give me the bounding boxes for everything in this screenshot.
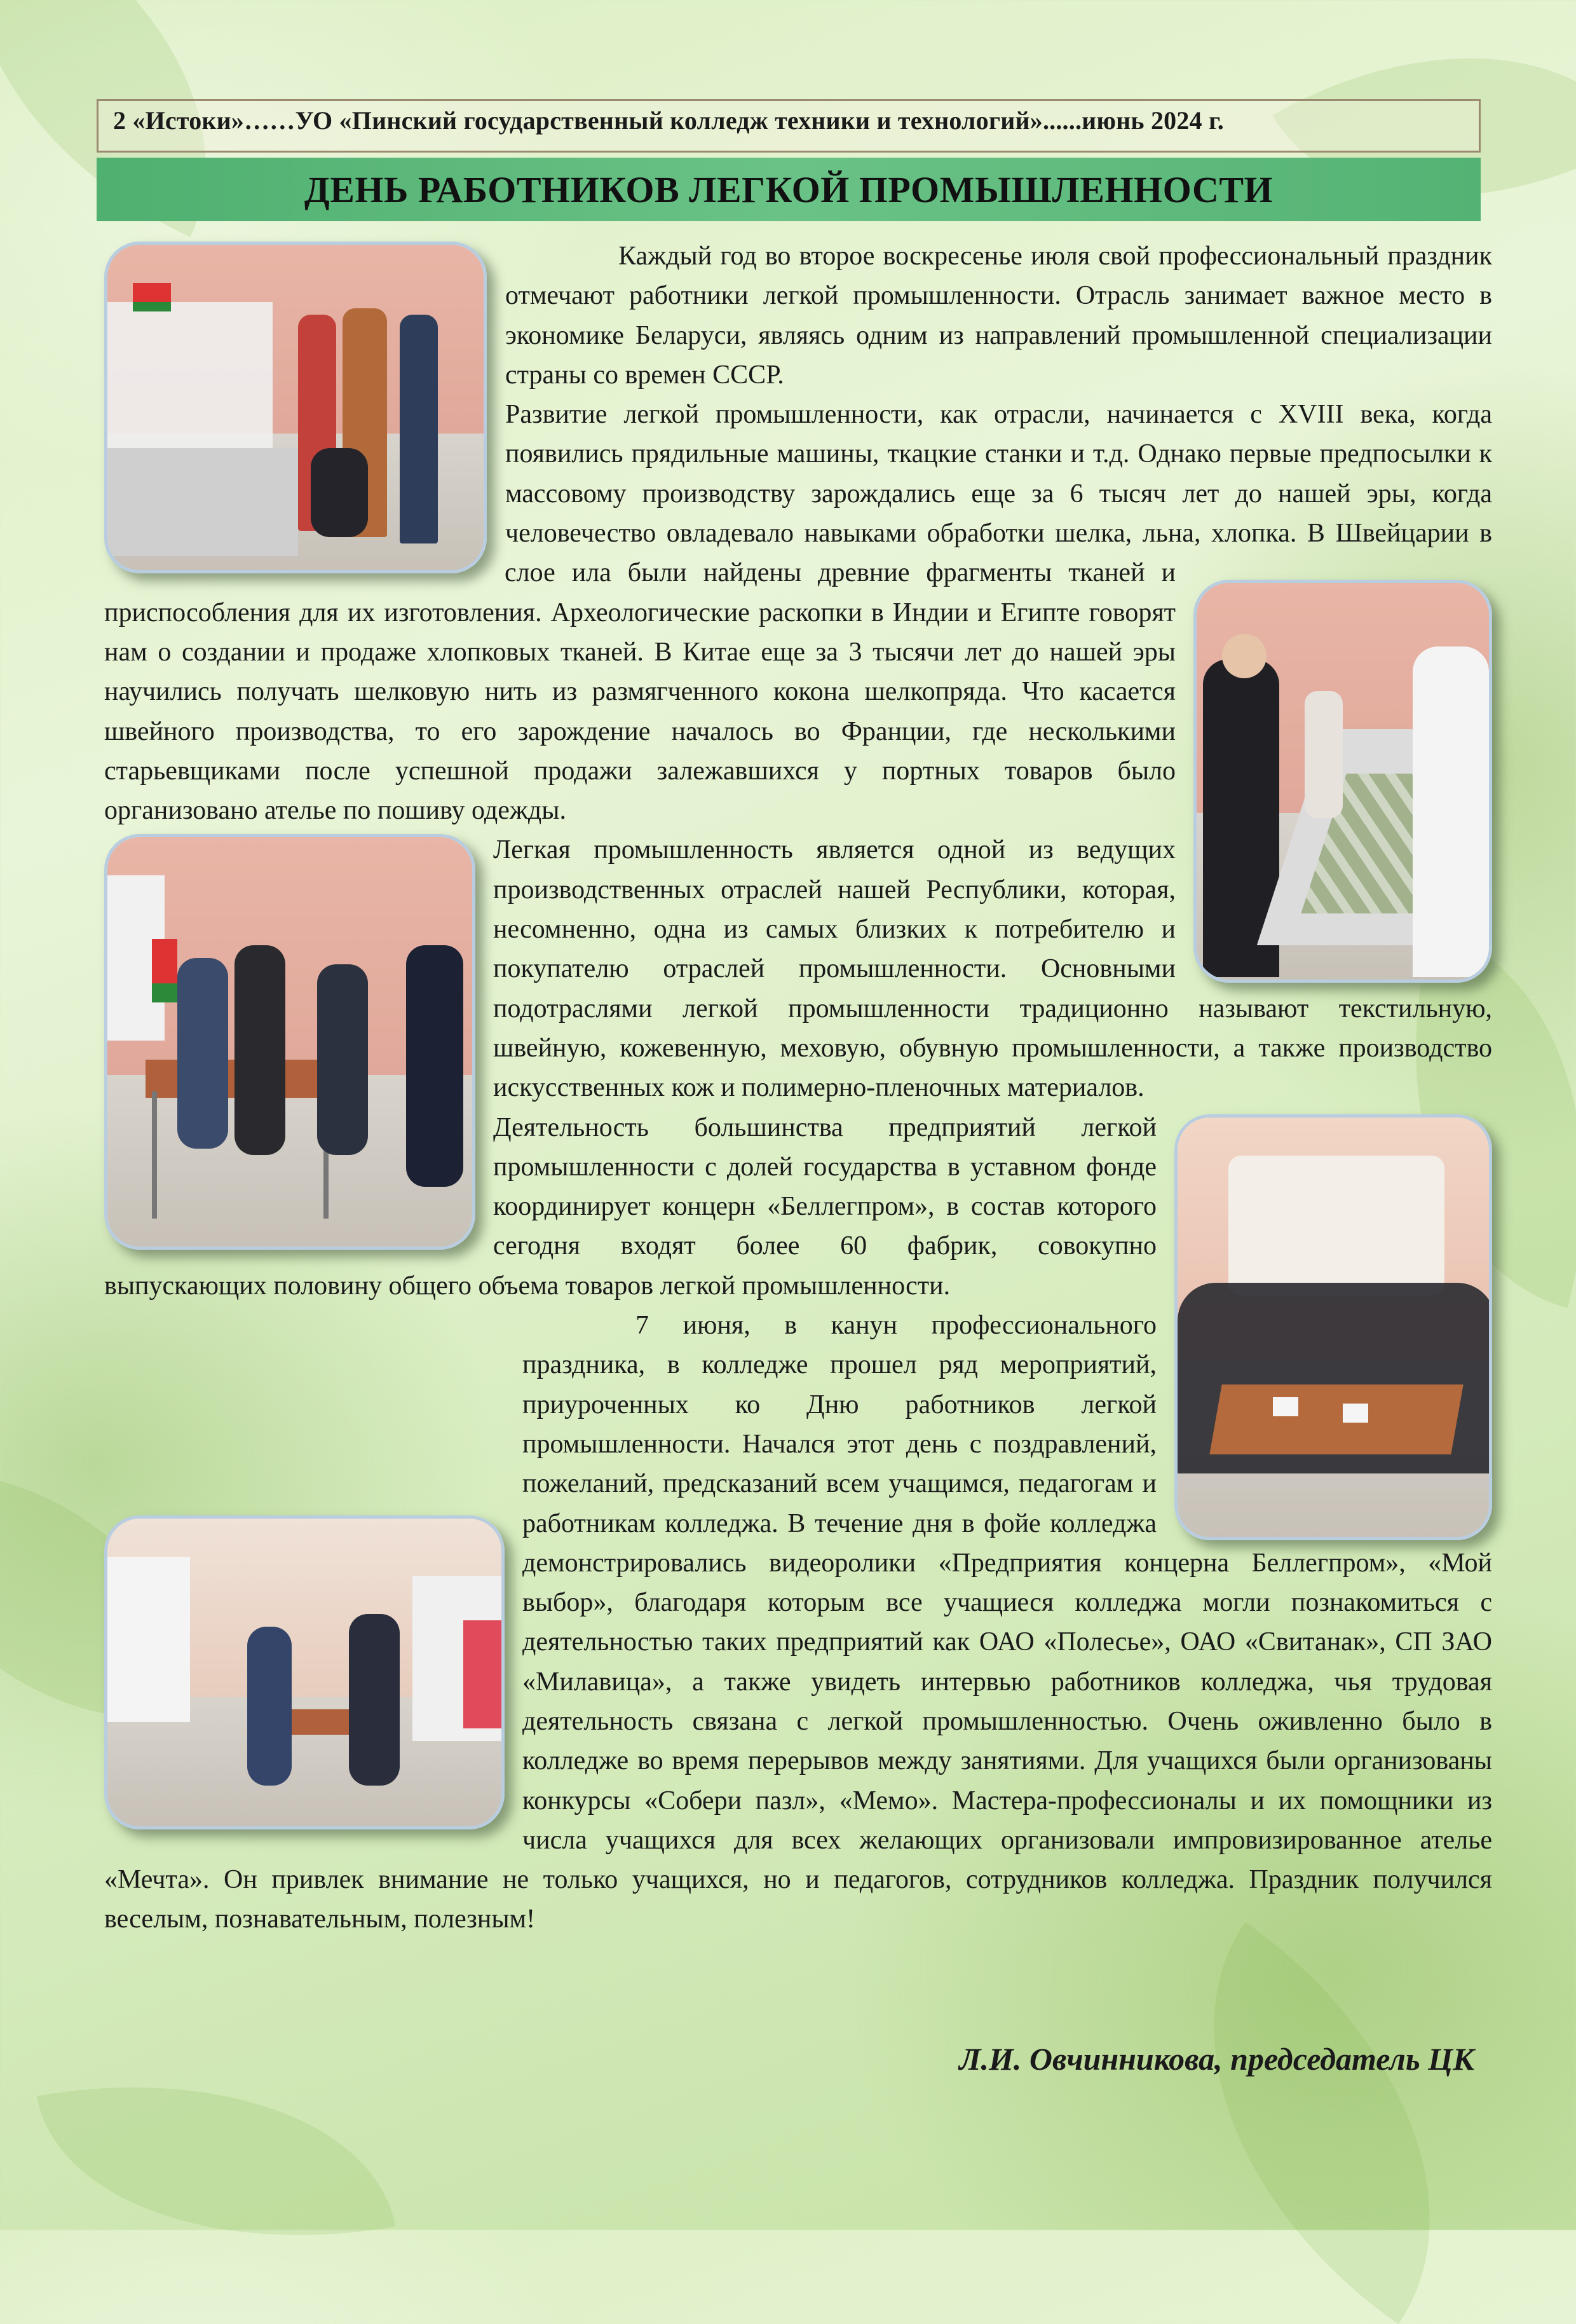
title-banner bbox=[97, 158, 1481, 221]
photo-memo-game bbox=[1193, 580, 1492, 983]
author-signature: Л.И. Овчинникова, председатель ЦК bbox=[959, 2041, 1474, 2077]
photo-students-exhibition bbox=[104, 242, 487, 573]
paragraph-5: 7 июня, в канун профессионального праздника, в колледже прошел ряд мероприятий, приуроченных ко Дню работников легкой промышленности. Начался этот день с поздравлений, пожеланий, предсказаний всем учащимся, педагогам и работникам колледжа. В течение дня в фойе колледжа демонстрировались видеоролики «Предприятия концерна Беллегпром», «Мой выбор», благодаря которым все учащиеся колледжа могли познакомиться с деятельностью таких предприятий как ОАО «Полесье», ОАО «Свитанак», СП ЗАО «Милавица», а также увидеть интервью работников колледжа, чья трудовая деятельность связана с легкой промышленностью. Очень оживленно было в колледже во время перерывов между занятиями. Для учащихся были организованы конкурсы «Собери пазл», «Мемо». Мастера-профессионалы и их помощники из числа учащихся для всех желающих организовали импровизированное ателье «Мечта». Он привлек внимание не только учащихся, но и педагогов, сотрудников колледжа. Праздник получился веселым, познавательным, полезным! bbox=[104, 1311, 1492, 1934]
photo-puzzle-contest bbox=[1174, 1114, 1492, 1540]
paragraph-3: Легкая промышленность является одной из ведущих производственных отраслей нашей Республики, которая, несомненно, одна из самых близких к потребителю и покупателю отраслей промышленности. Основными подотраслями легкой промышленности традиционно называют текстильную, швейную, кожевенную, меховую, обувную промышленности, а также производство искусственных кож и полимерно-пленочных материалов. bbox=[493, 835, 1492, 1103]
paragraph-1: Каждый год во второе воскресенье июля свой профессиональный праздник отмечают работники легкой промышленности. Отрасль занимает важное место в экономике Беларуси, являясь одним из направлений промышленной специализации страны со времен СССР. bbox=[505, 242, 1492, 390]
background-leaf bbox=[1107, 1922, 1537, 2324]
newspaper-header: 2 «Истоки»……УО «Пинский государственный колледж техники и технологий»......июнь 2024 г. bbox=[113, 106, 1225, 135]
photo-atelie-mechta bbox=[104, 1515, 505, 1829]
paragraph-2: Развитие легкой промышленности, как отрасли, начинается с XVIII века, когда появились прядильные машины, ткацкие станки и т.д. Однако первые предпосылки к массовому производству зарождались еще за 6 тысяч лет до нашей эры, когда человечество овладевало навыками обработки шелка, льна, хлопка. В Швейцарии в слое ила были найдены древние фрагменты тканей и приспособления для их изготовления. Археологические раскопки в Индии и Египте говорят нам о создании и продаже хлопковых тканей. В Китае еще за 3 тысячи лет до нашей эры научились получать шелковую нить из размягченного кокона шелкопряда. Что касается швейного производства, то его зарождение началось во Франции, где несколькими старьевщиками после успешной продажи залежавшихся у портных товаров было организовано ателье по пошиву одежды. bbox=[104, 400, 1492, 826]
photo-guests-table bbox=[104, 834, 475, 1250]
paragraph-4: Деятельность большинства предприятий легкой промышленности с долей государства в уставном фонде координирует концерн «Беллегпром», в состав которого сегодня входят более 60 фабрик, совокупно выпускающих половину общего объема товаров легкой промышленности. bbox=[104, 1112, 1157, 1301]
background-leaf bbox=[37, 2039, 395, 2284]
article-body bbox=[104, 236, 1492, 1939]
page-title: ДЕНЬ РАБОТНИКОВ ЛЕГКОЙ ПРОМЫШЛЕННОСТИ bbox=[304, 168, 1274, 210]
